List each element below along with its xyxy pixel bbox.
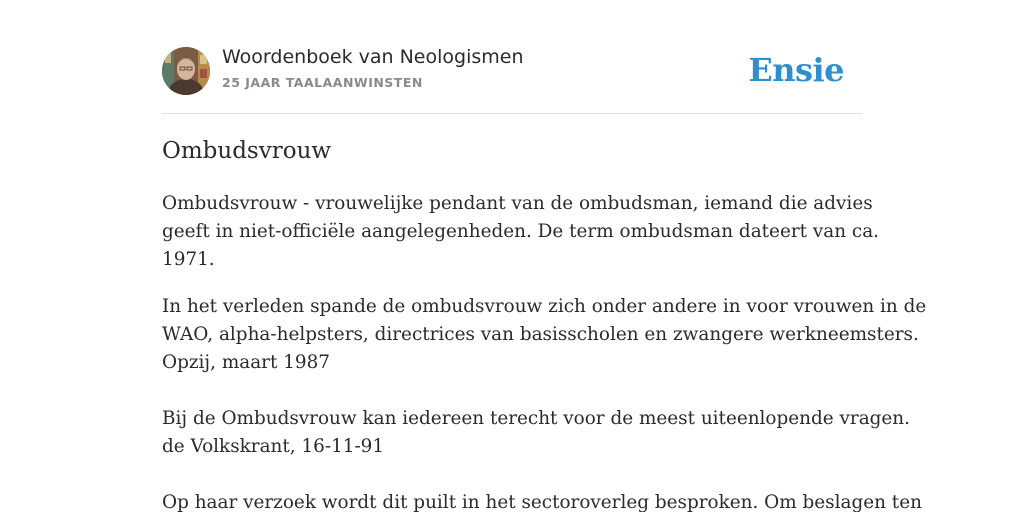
quote-line: In het verleden spande de ombudsvrouw zich onder andere in voor vrouwen in de	[162, 296, 927, 317]
avatar-photo-icon	[162, 47, 210, 95]
quote-line: Op haar verzoek wordt dit puilt in het sectoroverleg besproken. Om beslagen ten	[162, 492, 922, 512]
header-divider	[162, 113, 862, 114]
quote-line: WAO, alpha-helpsters, directrices van basisscholen en zwangere werkneemsters.	[162, 324, 919, 345]
ensie-logo-link[interactable]: Ensie	[748, 51, 844, 89]
site-title[interactable]: Woordenboek van Neologismen	[222, 46, 524, 68]
site-subtitle: 25 JAAR TAALAANWINSTEN	[222, 75, 423, 90]
definition-line: geeft in niet-officiële aangelegenheden. De term ombudsman dateert van ca.	[162, 221, 880, 242]
author-avatar[interactable]	[162, 47, 210, 95]
quote-source: de Volkskrant, 16-11-91	[162, 436, 385, 457]
quote-source: Opzij, maart 1987	[162, 352, 331, 373]
definition-line: 1971.	[162, 249, 215, 270]
quotes-paragraph	[162, 293, 927, 512]
entry-body	[162, 190, 927, 512]
page-title: Ombudsvrouw	[162, 138, 332, 164]
definition-line: Ombudsvrouw - vrouwelijke pendant van de ombudsman, iemand die advies	[162, 193, 873, 214]
definition-paragraph	[162, 190, 880, 274]
quote-line: Bij de Ombudsvrouw kan iedereen terecht voor de meest uiteenlopende vragen.	[162, 408, 910, 429]
site-header	[162, 46, 862, 96]
